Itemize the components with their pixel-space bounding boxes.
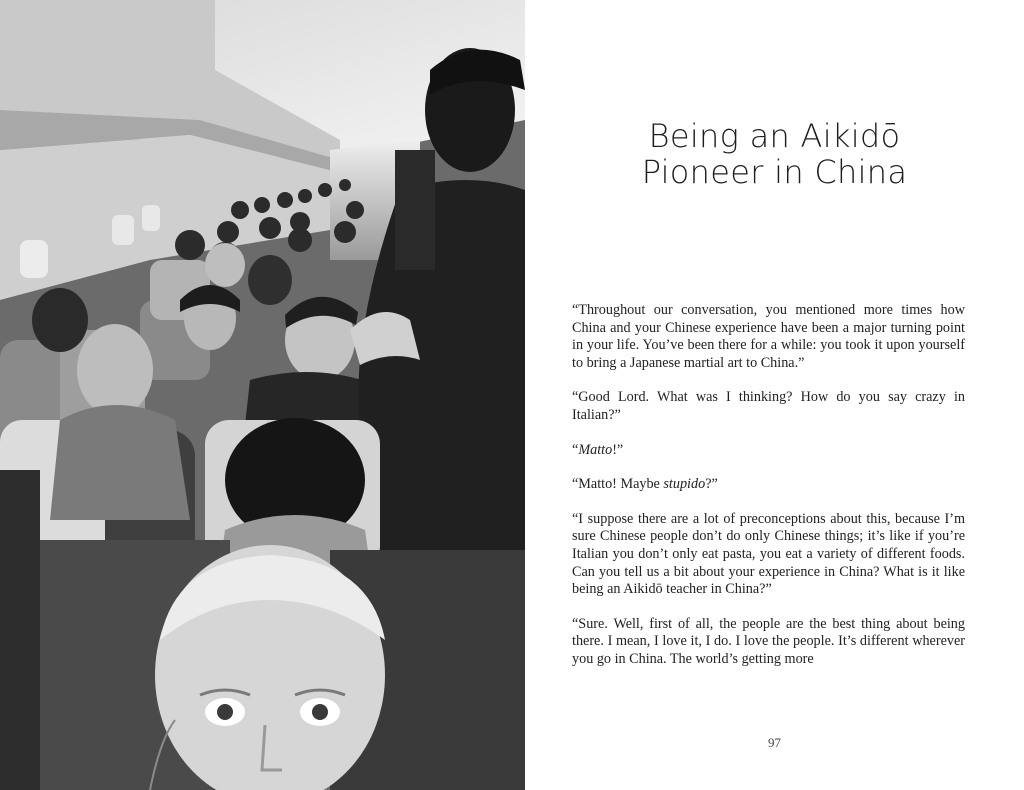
p3-italic: Matto	[578, 441, 613, 458]
page-number: 97	[768, 735, 781, 750]
p4-post: ?”	[705, 476, 718, 493]
p4-italic: stupido	[663, 476, 706, 493]
chapter-title	[525, 118, 1024, 190]
body-text	[572, 302, 965, 686]
paragraph-6: “Sure. Well, first of all, the people are the best thing about being there. I mean, I love it, I do. I love the people. It’s different wherever you go in China. The world’s getting more	[572, 615, 965, 667]
p3-open-quote: “	[572, 441, 579, 458]
p3-close: !”	[612, 441, 624, 458]
paragraph-1: “Throughout our conversation, you mentioned more times how China and your Chinese experience have been a major turning point in your life. You’ve been there for a while: you took it upon yourself to bring a Japanese martial art to China.”	[572, 302, 965, 371]
paragraph-4	[572, 476, 965, 494]
paragraph-3	[572, 442, 965, 460]
paragraph-2: “Good Lord. What was I thinking? How do you say crazy in Italian?”	[572, 389, 965, 423]
chapter-title-line-2: Pioneer in China	[641, 153, 908, 191]
paragraph-5: “I suppose there are a lot of preconceptions about this, because I’m sure Chinese people don’t do only Chinese things; it’s like if you’re Italian you don’t only eat pasta, you eat a variety of different foods. Can you tell us a bit about your experience in China? What is it like being an Aikidō teacher in China?”	[572, 510, 965, 598]
book-page	[525, 0, 1024, 790]
p4-pre: “Matto! Maybe	[572, 476, 664, 493]
chapter-title-line-1: Being an Aikidō	[648, 117, 901, 155]
